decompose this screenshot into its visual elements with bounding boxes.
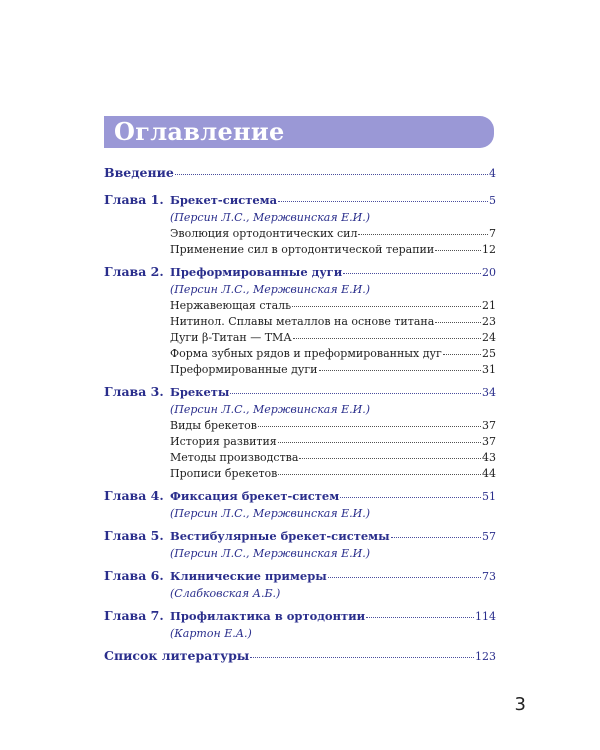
chapter-number: Глава 1.	[104, 192, 164, 207]
section-page: 44	[482, 467, 496, 480]
toc-chapter-row[interactable]	[104, 487, 496, 505]
toc-intro-page: 4	[489, 167, 496, 180]
page-number: 3	[514, 694, 526, 715]
chapter-authors: (Персин Л.С., Мержвинская Е.И.)	[170, 547, 371, 560]
chapter-page: 114	[475, 610, 496, 623]
section-title: Нитинол. Сплавы металлов на основе титана	[170, 315, 435, 328]
leader-dots	[292, 305, 481, 307]
chapter-page: 5	[489, 194, 496, 207]
section-page: 43	[482, 451, 496, 464]
section-title: Дуги β-Титан — ТМА	[170, 331, 292, 344]
section-page: 7	[489, 227, 496, 240]
section-page: 37	[482, 435, 496, 448]
toc-section-row[interactable]	[104, 330, 496, 346]
toc-chapter-row[interactable]	[104, 607, 496, 625]
section-title: Форма зубных рядов и преформированных дуг	[170, 347, 442, 360]
section-title: Эволюция ортодонтических сил	[170, 227, 358, 240]
chapter-page: 73	[482, 570, 496, 583]
chapter-authors: (Персин Л.С., Мержвинская Е.И.)	[170, 403, 371, 416]
toc-section-row[interactable]	[104, 362, 496, 378]
section-title: Прописи брекетов	[170, 467, 278, 480]
toc-section-row[interactable]	[104, 314, 496, 330]
toc-bibliography-label: Список литературы	[104, 648, 250, 663]
section-page: 24	[482, 331, 496, 344]
toc-title: Оглавление	[114, 117, 285, 146]
section-page: 25	[482, 347, 496, 360]
leader-dots	[435, 249, 481, 251]
chapter-page: 20	[482, 266, 496, 279]
toc-intro-row[interactable]	[104, 164, 496, 182]
leader-dots	[278, 200, 488, 202]
leader-dots	[258, 425, 481, 427]
section-title: Методы производства	[170, 451, 299, 464]
chapter-number: Глава 7.	[104, 608, 164, 623]
leader-dots	[366, 616, 474, 618]
chapter-title: Брекеты	[170, 385, 230, 399]
chapter-page: 51	[482, 490, 496, 503]
leader-dots	[328, 576, 481, 578]
leader-dots	[278, 473, 481, 475]
toc-chapter-row[interactable]	[104, 567, 496, 585]
toc-section-row[interactable]	[104, 418, 496, 434]
chapter-page: 57	[482, 530, 496, 543]
section-title: Применение сил в ортодонтической терапии	[170, 243, 435, 256]
chapter-authors: (Слабковская А.Б.)	[170, 587, 281, 600]
toc-intro-label: Введение	[104, 165, 174, 180]
chapter-authors: (Персин Л.С., Мержвинская Е.И.)	[170, 211, 371, 224]
leader-dots	[443, 353, 481, 355]
toc-title-bar	[104, 116, 494, 148]
leader-dots	[175, 173, 488, 175]
leader-dots	[293, 337, 481, 339]
chapter-title: Клинические примеры	[170, 569, 327, 583]
section-title: Нержавеющая сталь	[170, 299, 292, 312]
leader-dots	[340, 496, 481, 498]
toc-chapter-row[interactable]	[104, 191, 496, 209]
section-page: 12	[482, 243, 496, 256]
section-page: 31	[482, 363, 496, 376]
leader-dots	[391, 536, 481, 538]
chapter-list	[104, 191, 496, 642]
chapter-title: Брекет-система	[170, 193, 278, 207]
section-page: 37	[482, 419, 496, 432]
leader-dots	[358, 233, 488, 235]
chapter-title: Фиксация брекет-систем	[170, 489, 340, 503]
section-title: История развития	[170, 435, 277, 448]
toc-chapter-row[interactable]	[104, 383, 496, 401]
toc-section-row[interactable]	[104, 434, 496, 450]
chapter-number: Глава 2.	[104, 264, 164, 279]
toc-chapter-row[interactable]	[104, 527, 496, 545]
leader-dots	[230, 392, 481, 394]
toc-section-row[interactable]	[104, 242, 496, 258]
chapter-page: 34	[482, 386, 496, 399]
chapter-authors: (Картон Е.А.)	[170, 627, 252, 640]
toc-section-row[interactable]	[104, 226, 496, 242]
chapter-number: Глава 5.	[104, 528, 164, 543]
leader-dots	[299, 457, 481, 459]
chapter-title: Вестибулярные брекет-системы	[170, 529, 390, 543]
leader-dots	[435, 321, 481, 323]
toc-bibliography-row[interactable]	[104, 647, 496, 665]
chapter-title: Преформированные дуги	[170, 265, 343, 279]
toc-bibliography-page: 123	[475, 650, 496, 663]
chapter-number: Глава 6.	[104, 568, 164, 583]
chapter-title: Профилактика в ортодонтии	[170, 609, 366, 623]
section-title: Виды брекетов	[170, 419, 257, 432]
section-title: Преформированные дуги	[170, 363, 318, 376]
leader-dots	[250, 656, 474, 658]
chapter-authors: (Персин Л.С., Мержвинская Е.И.)	[170, 283, 371, 296]
toc-section-row[interactable]	[104, 466, 496, 482]
toc-section-row[interactable]	[104, 346, 496, 362]
toc-chapter-row[interactable]	[104, 263, 496, 281]
leader-dots	[343, 272, 481, 274]
section-page: 21	[482, 299, 496, 312]
table-of-contents	[104, 164, 496, 665]
section-page: 23	[482, 315, 496, 328]
chapter-authors: (Персин Л.С., Мержвинская Е.И.)	[170, 507, 371, 520]
toc-section-row[interactable]	[104, 298, 496, 314]
chapter-number: Глава 3.	[104, 384, 164, 399]
chapter-number: Глава 4.	[104, 488, 164, 503]
leader-dots	[319, 369, 482, 371]
leader-dots	[278, 441, 481, 443]
toc-section-row[interactable]	[104, 450, 496, 466]
